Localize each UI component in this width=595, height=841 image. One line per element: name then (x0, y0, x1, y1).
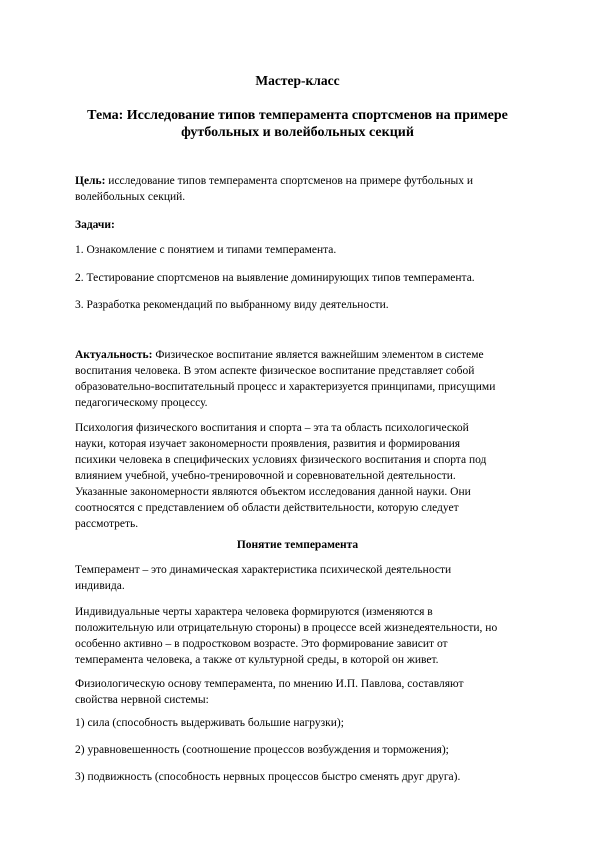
relevance-label: Актуальность: (75, 349, 153, 361)
psychology-line: психики человека в специфических условиях физического воспитания и спорта под (75, 454, 487, 466)
psychology-line: Психология физического воспитания и спорта – эта та область психологической (75, 422, 469, 434)
definition-line: индивида. (75, 580, 125, 592)
task-item: 1. Ознакомление с понятием и типами темперамента. (75, 244, 337, 256)
section-heading: Понятие темперамента (236, 539, 359, 551)
psychology-line: науки, которая изучает закономерности проявления, развития и формирования (75, 438, 461, 450)
property-item: 1) сила (способность выдерживать большие нагрузки); (75, 717, 344, 729)
definition-line: Темперамент – это динамическая характеристика психической деятельности (75, 564, 452, 576)
psychology-line: соотносятся с представлением об области действительности, которую следует (75, 502, 459, 514)
task-item: 2. Тестирование спортсменов на выявление доминирующих типов темперамента. (75, 272, 475, 284)
property-item: 2) уравновешенность (соотношение процессов возбуждения и торможения); (75, 744, 449, 756)
document-title: Мастер-класс (255, 73, 340, 88)
psychology-line: рассмотреть. (75, 518, 139, 530)
physiology-line: свойства нервной системы: (75, 694, 209, 706)
topic-line-2: футбольных и волейбольных секций (181, 125, 414, 140)
property-item: 3) подвижность (способность нервных процессов быстро сменять друг друга). (75, 771, 461, 783)
relevance-line-1 (75, 348, 484, 362)
goal-line-1 (75, 174, 473, 188)
relevance-line: воспитания человека. В этом аспекте физическое воспитание представляет собой (75, 365, 475, 377)
relevance-line: образовательно-воспитательный процесс и характеризуется принципами, присущими (75, 381, 496, 393)
relevance-line: педагогическому процессу. (75, 397, 208, 409)
traits-line: темперамента человека, а также от культурной среды, в которой он живет. (75, 654, 439, 666)
physiology-line: Физиологическую основу темперамента, по мнению И.П. Павлова, составляют (75, 678, 464, 690)
goal-label: Цель: (75, 175, 106, 187)
task-item: 3. Разработка рекомендаций по выбранному виду деятельности. (75, 299, 389, 311)
goal-line-2: волейбольных секций. (75, 191, 186, 203)
psychology-line: влиянием учебной, учебно-тренировочной и соревновательной деятельности. (75, 470, 456, 482)
traits-line: положительную или отрицательную стороны) в процессе всей жизнедеятельности, но (75, 622, 498, 634)
psychology-line: Указанные закономерности являются объектом исследования данной науки. Они (75, 486, 471, 498)
traits-line: особенно активно – в подростковом возрасте. Это формирование зависит от (75, 638, 448, 650)
relevance-text: Физическое воспитание является важнейшим элементом в системе (152, 349, 484, 361)
tasks-heading: Задачи: (75, 219, 115, 231)
traits-line: Индивидуальные черты характера человека формируются (изменяются в (75, 606, 433, 618)
goal-text: исследование типов темперамента спортсменов на примере футбольных и (105, 175, 474, 187)
topic-line-1: Тема: Исследование типов темперамента спортсменов на примере (87, 108, 508, 123)
